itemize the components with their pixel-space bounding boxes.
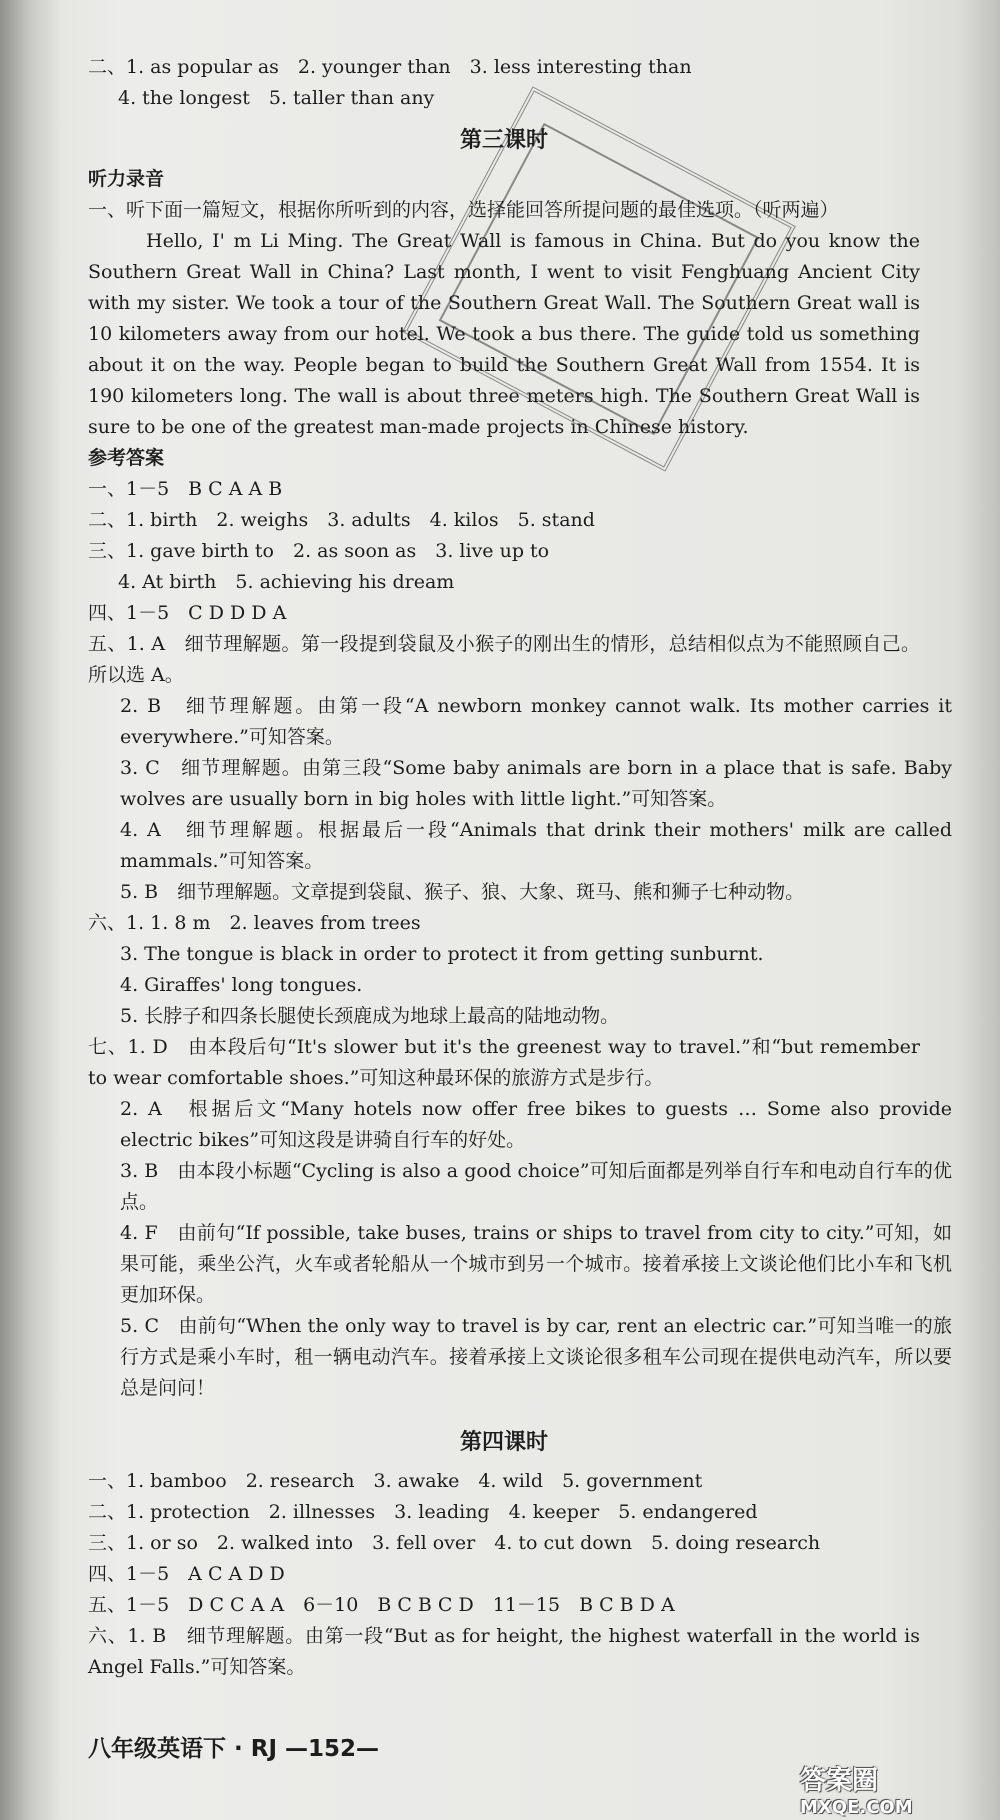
answer-item: 2. B 细节理解题。由第一段“A newborn monkey cannot walk. Its mother carries it everywhere.”可知答案。 xyxy=(120,695,952,748)
answer-item: 4. F 由前句“If possible, take buses, trains or ships to travel from city to city.”可知，如果可能，乘坐公汽，火车或者轮船从一个城市到另一个城市。接着承接上文谈论他们比小车和飞机更加环保。 xyxy=(120,1222,952,1306)
lesson-title-3: 第三课时 xyxy=(459,128,548,153)
lesson-title-4: 第四课时 xyxy=(459,1430,548,1455)
watermark-logo-text: 答案圈 xyxy=(800,1766,879,1796)
answer-item: 五、1. A 细节理解题。第一段提到袋鼠及小猴子的刚出生的情形，总结相似点为不能照顾自己。所以选 A。 xyxy=(88,633,920,686)
answer-line: 3. The tongue is black in order to protect it from getting sunburnt. xyxy=(120,943,764,965)
answer-item: 3. B 由本段小标题“Cycling is also a good choice”可知后面都是列举自行车和电动自行车的优点。 xyxy=(120,1160,952,1213)
answer-item: 4. A 细节理解题。根据最后一段“Animals that drink their mothers' milk are called mammals.”可知答案。 xyxy=(120,819,952,872)
answer-line: 5. 长脖子和四条长腿使长颈鹿成为地球上最高的陆地动物。 xyxy=(120,1005,620,1027)
answer-line: 四、1－5 A C A D D xyxy=(88,1563,285,1585)
answer-line: 六、1. 1. 8 m 2. leaves from trees xyxy=(88,912,421,934)
answer-line: 二、1. as popular as 2. younger than 3. less interesting than xyxy=(88,56,692,78)
answer-line: 五、1－5 D C C A A 6－10 B C B C D 11－15 B C B D A xyxy=(88,1594,675,1616)
watermark-url: MXQE.COM xyxy=(800,1797,913,1818)
answer-line: 四、1－5 C D D D A xyxy=(88,602,287,624)
answer-line: 4. the longest 5. taller than any xyxy=(118,87,435,109)
answer-line: 二、1. birth 2. weighs 3. adults 4. kilos 5. stand xyxy=(88,509,595,531)
answer-line: 一、1－5 B C A A B xyxy=(88,478,283,500)
answer-item: 七、1. D 由本段后句“It's slower but it's the greenest way to travel.”和“but remember to wear comfortable shoes.”可知这种最环保的旅游方式是步行。 xyxy=(88,1036,920,1089)
answer-line: 三、1. gave birth to 2. as soon as 3. live up to xyxy=(88,540,550,562)
answer-item: 5. C 由前句“When the only way to travel is by car, rent an electric car.”可知当唯一的旅行方式是乘小车时，租一辆电动汽车。接着承接上文谈论很多租车公司现在提供电动汽车，所以要总是问问！ xyxy=(120,1315,952,1399)
answer-line: 三、1. or so 2. walked into 3. fell over 4. to cut down 5. doing research xyxy=(88,1532,821,1554)
answer-item: 5. B 细节理解题。文章提到袋鼠、猴子、狼、大象、斑马、熊和狮子七种动物。 xyxy=(120,881,805,903)
answer-line: 4. At birth 5. achieving his dream xyxy=(118,571,455,593)
answer-line: 4. Giraffes' long tongues. xyxy=(120,974,363,996)
answer-item: 3. C 细节理解题。由第三段“Some baby animals are born in a place that is safe. Baby wolves are usually born in big holes with little light.”可知答案。 xyxy=(120,757,952,810)
section-heading-answers: 参考答案 xyxy=(88,447,165,469)
answer-content xyxy=(88,52,952,1683)
answer-item: 六、1. B 细节理解题。由第一段“But as for height, the highest waterfall in the world is Angel Falls.”可知答案。 xyxy=(88,1625,920,1678)
section-heading-listening: 听力录音 xyxy=(88,168,165,190)
answer-line: 一、1. bamboo 2. research 3. awake 4. wild 5. government xyxy=(88,1470,703,1492)
listening-instruction: 一、听下面一篇短文，根据你所听到的内容，选择能回答所提问题的最佳选项。（听两遍） xyxy=(88,199,839,221)
answer-item: 2. A 根据后文“Many hotels now offer free bikes to guests … Some also provide electric bikes”可知这段是讲骑自行车的好处。 xyxy=(120,1098,952,1151)
watermark-logo xyxy=(800,1760,913,1818)
page-footer: 八年级英语下 · RJ —152— xyxy=(88,1736,380,1762)
listening-passage: Hello, I' m Li Ming. The Great Wall is famous in China. But do you know the Southern Great Wall in China? Last month, I went to visit Fenghuang Ancient City with my sister. We took a tour of the Southern Great Wall. The Southern Great wall is 10 kilometers away from our hotel. We took a bus there. The guide told us something about it on the way. People began to build the Southern Great Wall from 1554. It is 190 kilometers long. The wall is about three meters high. The Southern Great Wall is sure to be one of the greatest man-made projects in Chinese history. xyxy=(88,230,920,438)
answer-line: 二、1. protection 2. illnesses 3. leading 4. keeper 5. endangered xyxy=(88,1501,758,1523)
